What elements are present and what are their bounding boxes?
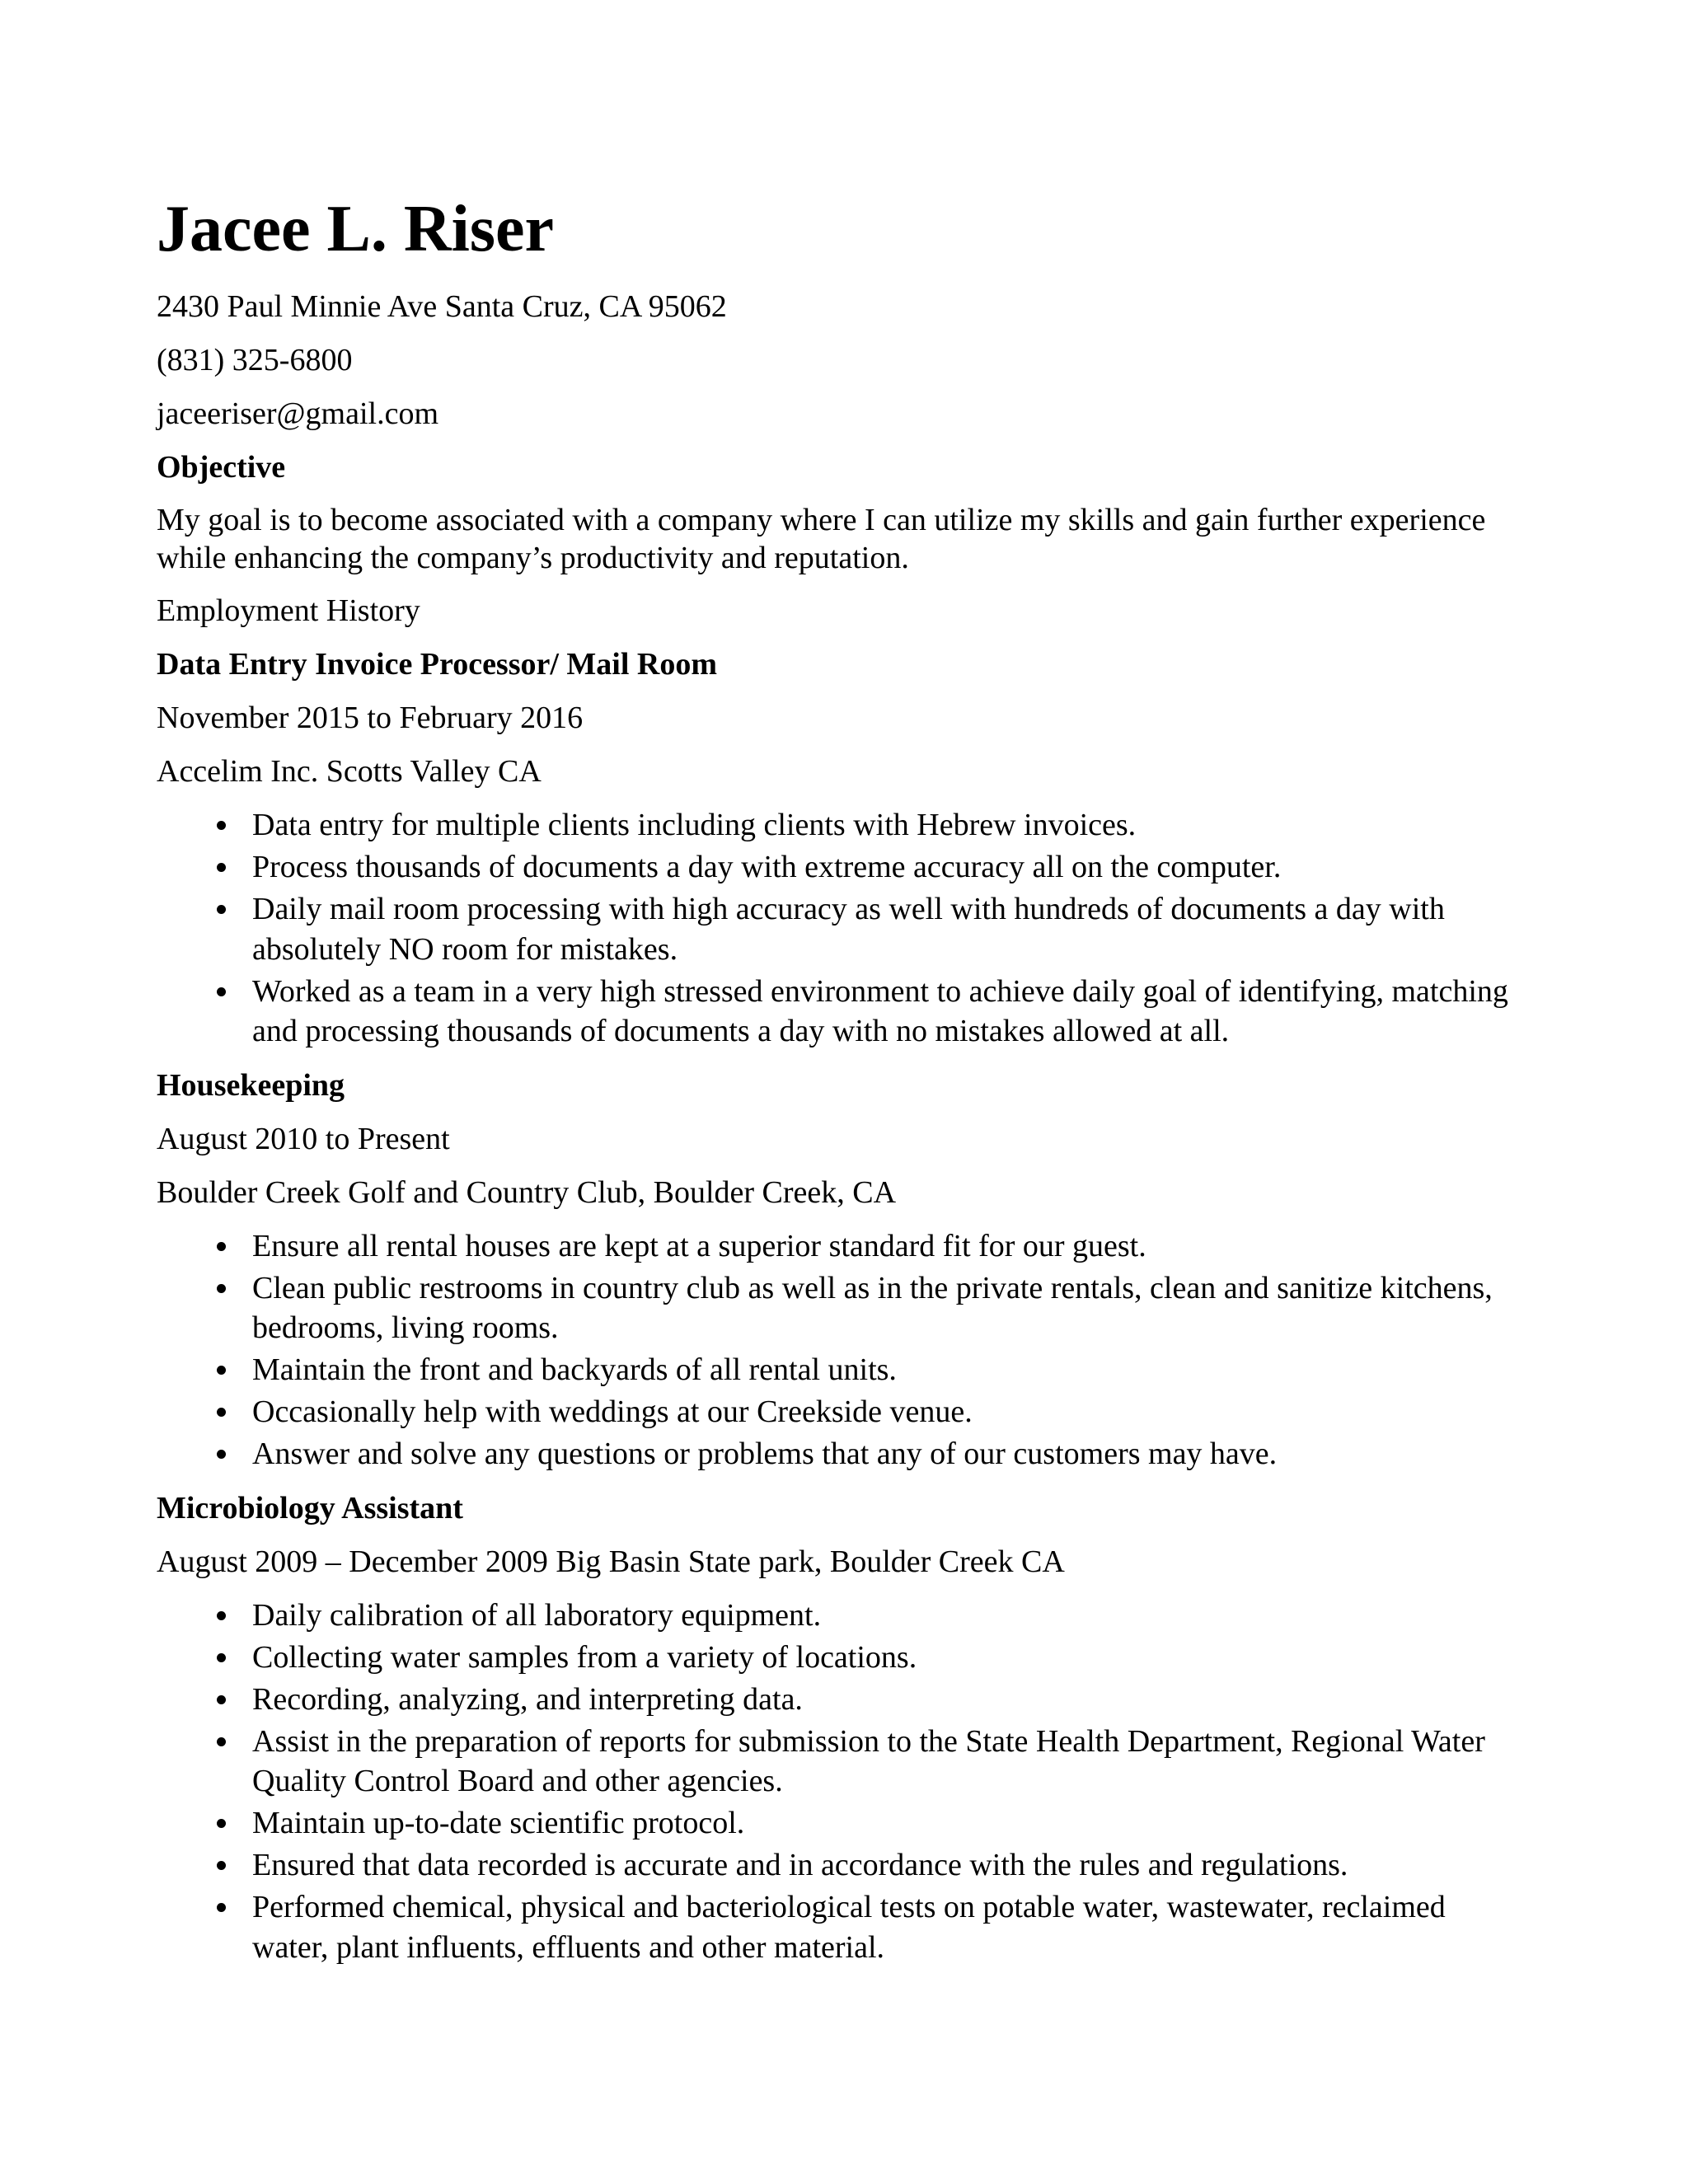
- job-duty: [157, 1268, 1525, 1348]
- job-employer: Boulder Creek Golf and Country Club, Boulder Creek, CA: [157, 1174, 897, 1210]
- bullet-icon: [217, 1284, 226, 1293]
- job-duty: [157, 805, 1525, 846]
- job-duty-text: Data entry for multiple clients including clients with Hebrew invoices.: [252, 808, 1137, 842]
- employment-history-heading: Employment History: [157, 593, 420, 628]
- job-duty-text: Ensured that data recorded is accurate and in accordance with the rules and regulations.: [252, 1848, 1348, 1882]
- job-employer: Accelim Inc. Scotts Valley CA: [157, 754, 542, 789]
- job-duty-text: Maintain up-to-date scientific protocol.: [252, 1806, 745, 1840]
- bullet-icon: [217, 987, 226, 996]
- job-duties-list: [157, 805, 1525, 1052]
- job-duty: [157, 972, 1525, 1052]
- job-duty: [157, 847, 1525, 888]
- bullet-icon: [217, 821, 226, 830]
- bullet-icon: [217, 1366, 226, 1375]
- job-duty-text: Collecting water samples from a variety of locations.: [252, 1639, 917, 1675]
- job-duty: [157, 1680, 1525, 1720]
- job-duty-text: Process thousands of documents a day with extreme accuracy all on the computer.: [252, 850, 1282, 884]
- job-duty-text: Daily calibration of all laboratory equipment.: [252, 1597, 822, 1633]
- job-duty-text: Clean public restrooms in country club as well as in the private rentals, clean and sanitize kitchens, bedrooms, living rooms.: [252, 1270, 1493, 1345]
- job-entry: [157, 644, 1525, 1052]
- bullet-icon: [217, 1903, 226, 1912]
- job-duty-text: Assist in the preparation of reports for submission to the State Health Department, Regional Water Quality Control Board and other agencies.: [252, 1723, 1485, 1798]
- job-duty-text: Answer and solve any questions or problems that any of our customers may have.: [252, 1436, 1278, 1471]
- contact-email: jaceeriser@gmail.com: [157, 396, 438, 431]
- job-duty-text: Occasionally help with weddings at our Creekside venue.: [252, 1394, 973, 1429]
- job-duty-text: Daily mail room processing with high accuracy as well with hundreds of documents a day with absolutely NO room for mistakes.: [252, 892, 1445, 967]
- bullet-icon: [217, 1242, 226, 1251]
- job-entry: [157, 1488, 1525, 1968]
- job-duty: [157, 1845, 1525, 1886]
- bullet-icon: [217, 863, 226, 872]
- job-dates: August 2010 to Present: [157, 1121, 450, 1156]
- job-duty: [157, 1596, 1525, 1636]
- job-title: Microbiology Assistant: [157, 1490, 463, 1526]
- job-entry: [157, 1066, 1525, 1474]
- job-duty: [157, 1434, 1525, 1474]
- job-duty-text: Performed chemical, physical and bacteriological tests on potable water, wastewater, reclaimed water, plant influents, effluents and other material.: [252, 1890, 1446, 1965]
- job-duties-list: [157, 1226, 1525, 1474]
- bullet-icon: [217, 1861, 226, 1870]
- job-duty: [157, 1803, 1525, 1844]
- job-duty: [157, 1226, 1525, 1267]
- bullet-icon: [217, 1737, 226, 1746]
- job-duty-text: Recording, analyzing, and interpreting data.: [252, 1681, 803, 1717]
- bullet-icon: [217, 1611, 226, 1620]
- job-duty: [157, 1722, 1525, 1802]
- job-dates: November 2015 to February 2016: [157, 701, 584, 735]
- applicant-name: Jacee L. Riser: [157, 193, 555, 265]
- job-duty-text: Maintain the front and backyards of all rental units.: [252, 1352, 897, 1387]
- job-dates-employer: August 2009 – December 2009 Big Basin State park, Boulder Creek CA: [157, 1544, 1065, 1579]
- job-duty: [157, 889, 1525, 969]
- job-duty: [157, 1392, 1525, 1432]
- objective-heading: Objective: [157, 450, 286, 485]
- job-duty-text: Ensure all rental houses are kept at a superior standard fit for our guest.: [252, 1228, 1146, 1263]
- job-duty: [157, 1887, 1525, 1967]
- bullet-icon: [217, 1450, 226, 1459]
- contact-address: 2430 Paul Minnie Ave Santa Cruz, CA 95062: [157, 289, 727, 324]
- objective-text: My goal is to become associated with a company where I can utilize my skills and gain further experience while enhancing the company’s productivity and reputation.: [157, 503, 1486, 575]
- job-title: Data Entry Invoice Processor/ Mail Room: [157, 647, 718, 682]
- contact-phone: (831) 325-6800: [157, 343, 353, 377]
- job-duty-text: Worked as a team in a very high stressed environment to achieve daily goal of identifying, matching and processing thousands of documents a day with no mistakes allowed at all.: [252, 973, 1508, 1048]
- job-duty: [157, 1350, 1525, 1390]
- bullet-icon: [217, 1408, 226, 1417]
- bullet-icon: [217, 1653, 226, 1662]
- bullet-icon: [217, 905, 226, 914]
- job-title: Housekeeping: [157, 1067, 345, 1103]
- job-duties-list: [157, 1596, 1525, 1968]
- resume-document: [157, 188, 1525, 1981]
- bullet-icon: [217, 1695, 226, 1704]
- job-duty: [157, 1638, 1525, 1678]
- bullet-icon: [217, 1819, 226, 1828]
